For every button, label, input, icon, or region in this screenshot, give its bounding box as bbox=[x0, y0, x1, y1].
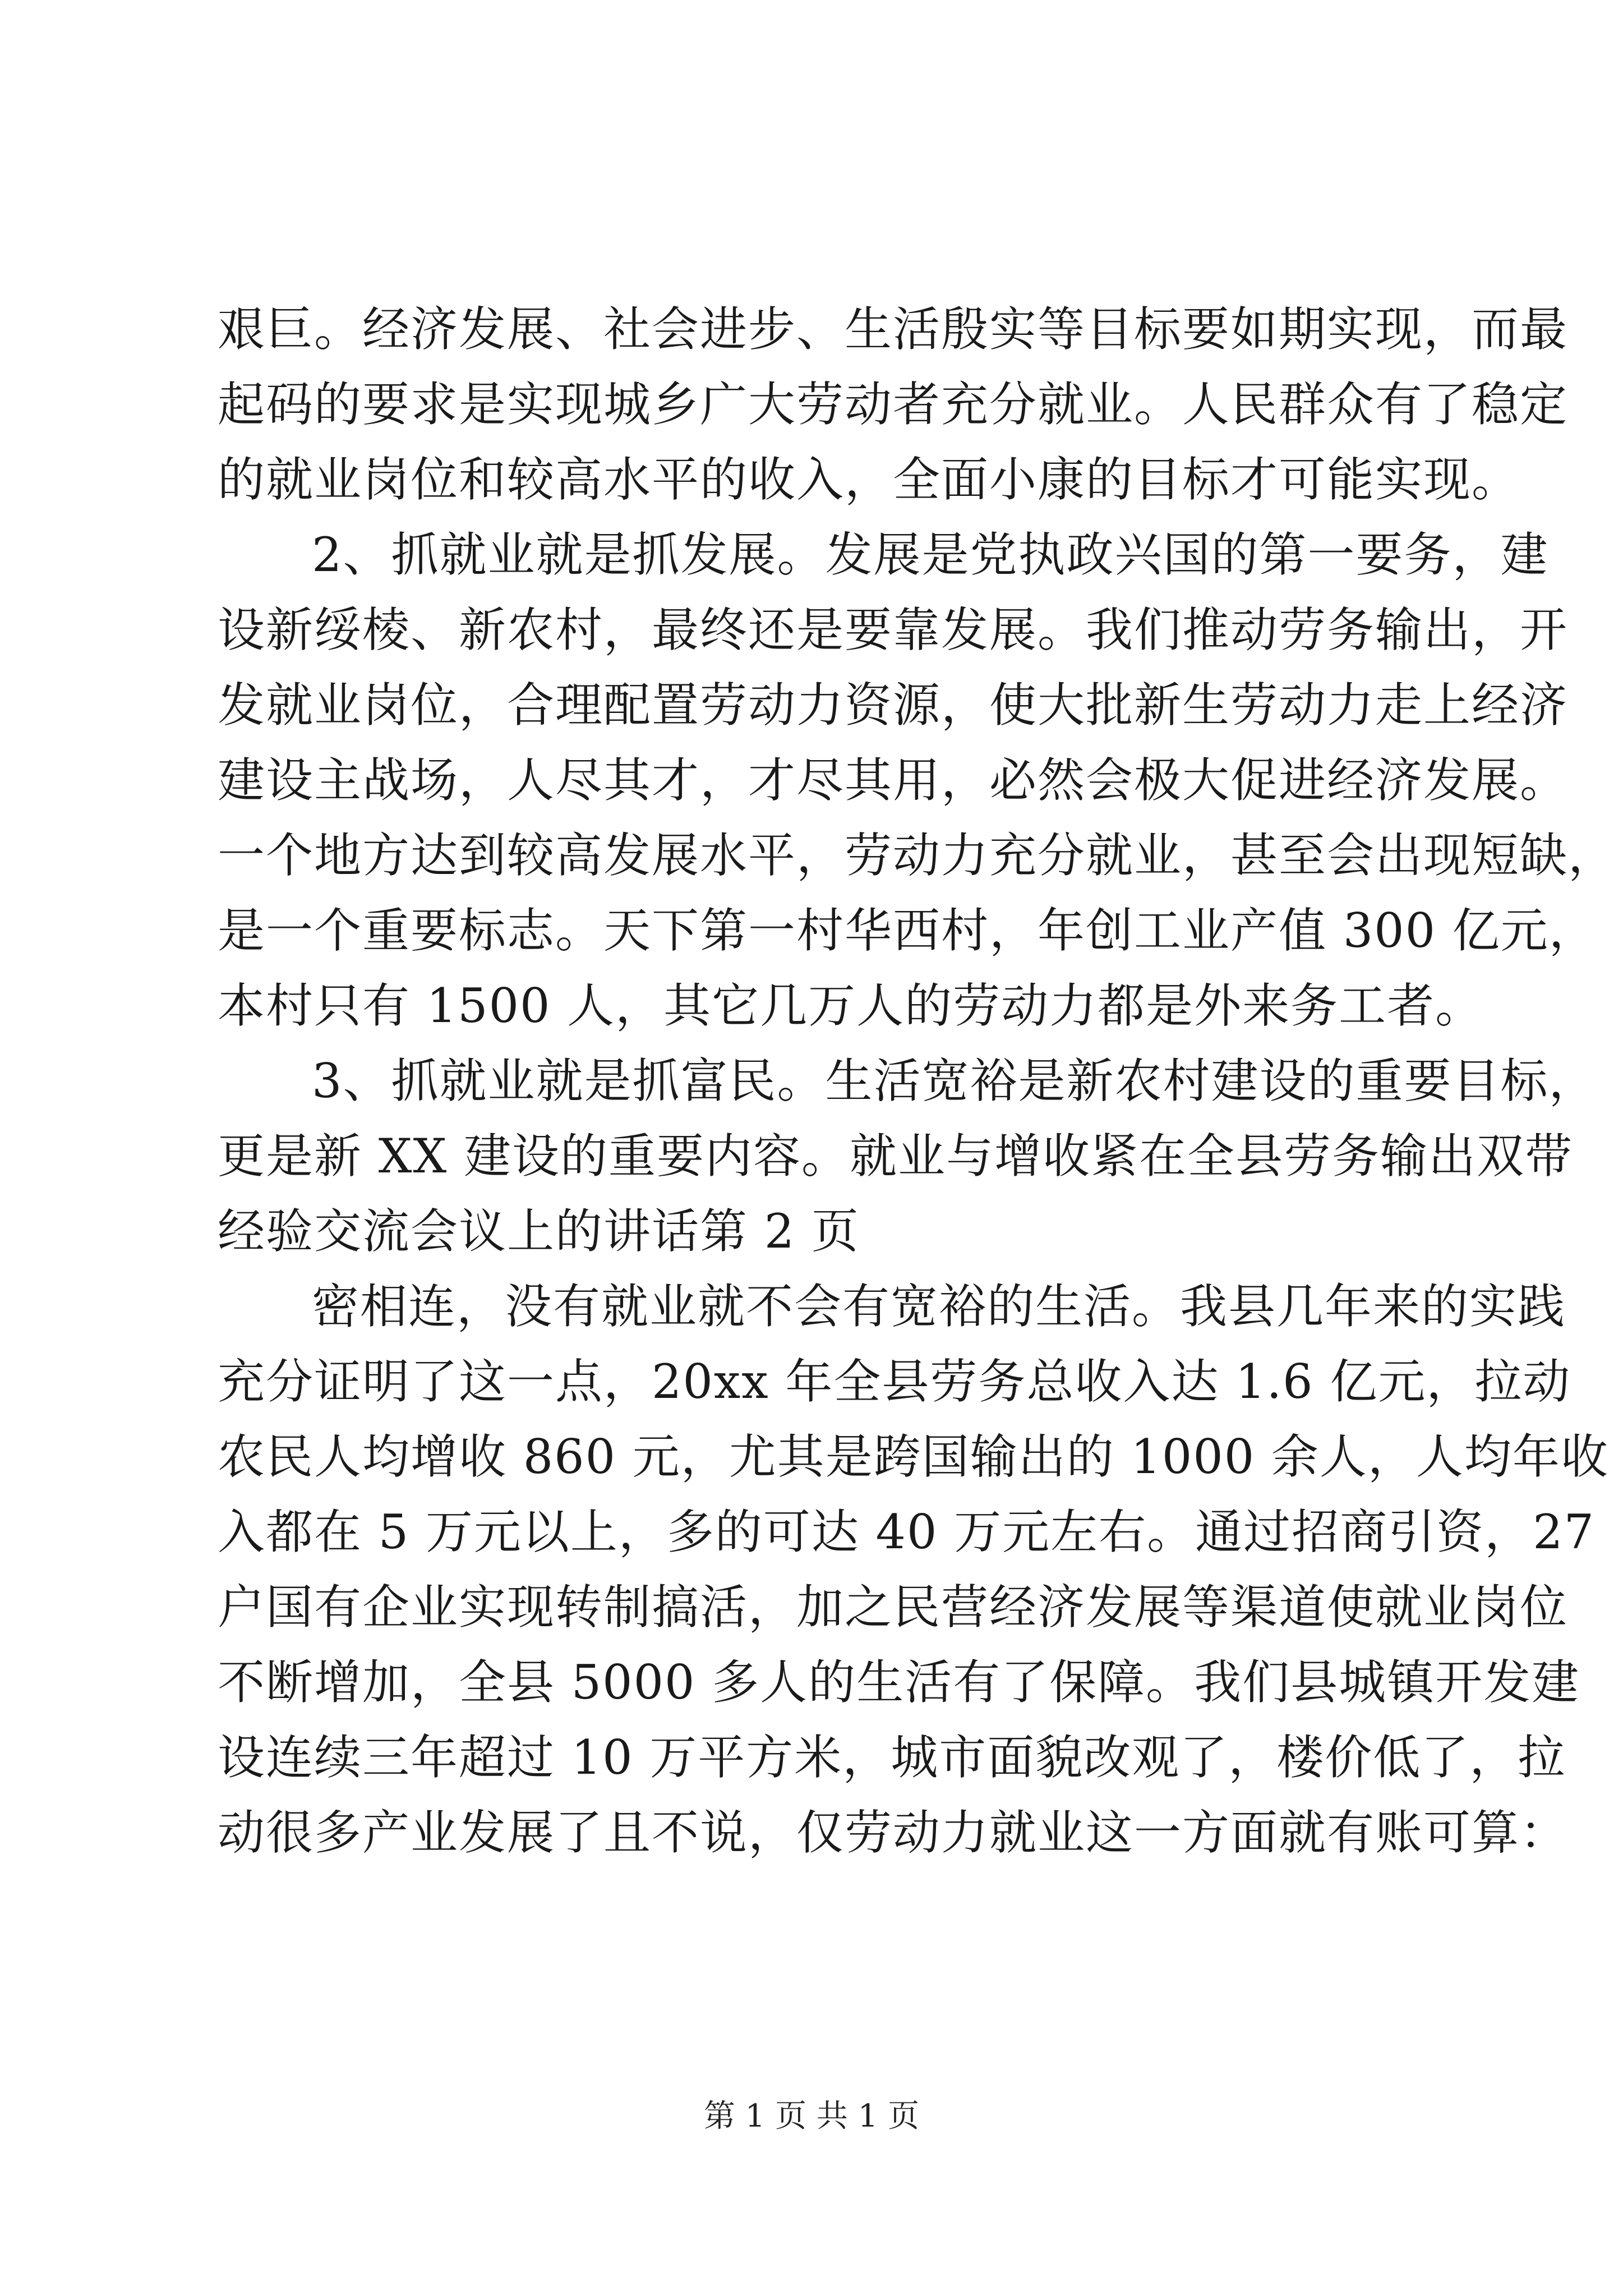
text-line: 农民人均增收 860 元，尤其是跨国输出的 1000 余人，人均年收 bbox=[218, 1429, 1609, 1484]
body-text bbox=[218, 292, 1617, 1870]
text-line: 充分证明了这一点，20xx 年全县劳务总收入达 1.6 亿元，拉动 bbox=[218, 1354, 1571, 1409]
text-line: 本村只有 1500 人，其它几万人的劳动力都是外来务工者。 bbox=[218, 978, 1484, 1033]
text-line: 艰巨。经济发展、社会进步、生活殷实等目标要如期实现，而最 bbox=[218, 302, 1569, 357]
text-line: 建设主战场，人尽其才，才尽其用，必然会极大促进经济发展。 bbox=[218, 753, 1569, 808]
text-line: 设连续三年超过 10 万平方米，城市面貌改观了，楼价低了，拉 bbox=[218, 1730, 1566, 1785]
text-line: 经验交流会议上的讲话第 2 页 bbox=[218, 1204, 860, 1259]
text-line: 是一个重要标志。天下第一村华西村，年创工业产值 300 亿元， bbox=[218, 903, 1597, 958]
text-line: 一个地方达到较高发展水平，劳动力充分就业，甚至会出现短缺， bbox=[218, 828, 1617, 883]
text-line: 入都在 5 万元以上，多的可达 40 万元左右。通过招商引资，27 bbox=[218, 1504, 1596, 1559]
text-line: 发就业岗位，合理配置劳动力资源，使大批新生劳动力走上经济 bbox=[218, 678, 1569, 733]
text-line: 更是新 XX 建设的重要内容。就业与增收紧在全县劳务输出双带 bbox=[218, 1129, 1574, 1184]
text-line: 户国有企业实现转制搞活，加之民营经济发展等渠道使就业岗位 bbox=[218, 1580, 1569, 1635]
paragraph-start-line: 3、抓就业就是抓富民。生活宽裕是新农村建设的重要目标， bbox=[312, 1053, 1597, 1108]
text-line: 不断增加，全县 5000 多人的生活有了保障。我们县城镇开发建 bbox=[218, 1655, 1580, 1710]
text-line: 设新绥棱、新农村，最终还是要靠发展。我们推动劳务输出，开 bbox=[218, 602, 1569, 657]
paragraph-start-line: 密相连，没有就业就不会有宽裕的生活。我县几年来的实践 bbox=[312, 1279, 1566, 1334]
paragraph-start-line: 2、抓就业就是抓发展。发展是党执政兴国的第一要务，建 bbox=[312, 527, 1549, 582]
text-line: 的就业岗位和较高水平的收入，全面小康的目标才可能实现。 bbox=[218, 452, 1520, 507]
text-line: 动很多产业发展了且不说，仅劳动力就业这一方面就有账可算： bbox=[218, 1805, 1569, 1860]
text-line: 起码的要求是实现城乡广大劳动者充分就业。人民群众有了稳定 bbox=[218, 377, 1569, 432]
page-number-footer: 第 1 页 共 1 页 bbox=[703, 2098, 920, 2134]
